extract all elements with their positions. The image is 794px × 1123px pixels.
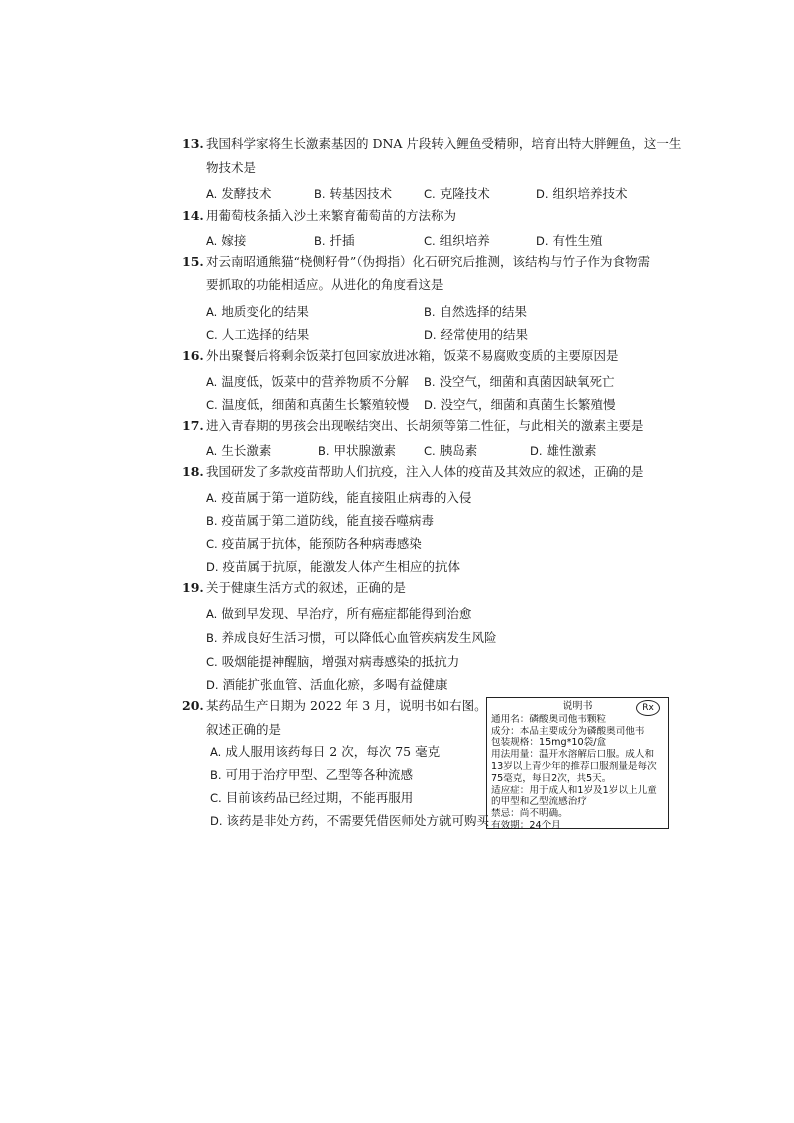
option-label: C. xyxy=(206,537,218,551)
option-b xyxy=(318,441,396,459)
option-text: 扦插 xyxy=(329,233,355,248)
option-label: A. xyxy=(206,491,218,505)
option-label: A. xyxy=(210,745,222,759)
instruction-line: 禁忌：尚不明确。 xyxy=(491,808,568,820)
option-text: 疫苗属于抗体，能预防各种病毒感染 xyxy=(221,536,422,551)
question-text-cont: 物技术是 xyxy=(206,160,257,175)
instruction-line: 通用名：磷酸奥司他韦颗粒 xyxy=(491,713,607,725)
option-text: 组织培养 xyxy=(439,233,490,248)
option-label: D. xyxy=(536,234,549,248)
option-text: 目前该药品已经过期，不能再服用 xyxy=(225,790,414,805)
option-text: 地质变化的结果 xyxy=(221,304,309,319)
instruction-line: 成分：本品主要成分为磷酸奥司他韦 xyxy=(491,725,645,737)
option-label: A. xyxy=(206,305,218,319)
question-text-cont: 叙述正确的是 xyxy=(206,722,282,737)
option-text: 生长激素 xyxy=(221,443,272,458)
option-text: 嫁接 xyxy=(221,233,247,248)
option-a xyxy=(206,604,471,622)
option-label: D. xyxy=(206,678,219,692)
option-text: 温度低，细菌和真菌生长繁殖较慢 xyxy=(221,397,410,412)
instruction-line: 13岁以上青少年的推荐口服剂量是每次 xyxy=(491,760,657,772)
question-text: 对云南昭通熊猫“桡侧籽骨”（伪拇指）化石研究后推测，该结构与竹子作为食物需 xyxy=(206,254,651,269)
question-text: 外出聚餐后将剩余饭菜打包回家放进冰箱，饭菜不易腐败变质的主要原因是 xyxy=(206,348,619,363)
option-text: 成人服用该药每日 2 次，每次 75 毫克 xyxy=(225,744,441,759)
option-c xyxy=(424,231,490,249)
question-number: 13. xyxy=(182,136,204,151)
option-label: D. xyxy=(206,560,219,574)
option-text: 没空气，细菌和真菌生长繁殖慢 xyxy=(440,397,616,412)
question-number: 19. xyxy=(182,580,204,595)
option-label: D. xyxy=(530,444,543,458)
option-b xyxy=(314,184,392,202)
option-label: D. xyxy=(424,328,437,342)
option-text: 发酵技术 xyxy=(221,186,272,201)
option-b xyxy=(314,231,355,249)
option-label: C. xyxy=(206,655,218,669)
medicine-instruction-box xyxy=(486,697,669,829)
question-text: 关于健康生活方式的叙述，正确的是 xyxy=(206,580,407,595)
option-text: 人工选择的结果 xyxy=(221,327,310,342)
option-text: 组织培养技术 xyxy=(552,186,628,201)
option-label: B. xyxy=(424,375,436,389)
option-text: 疫苗属于第二道防线，能直接吞噬病毒 xyxy=(221,513,435,528)
instruction-line: 包装规格：15mg*10袋/盒 xyxy=(491,737,607,749)
option-a xyxy=(210,742,440,760)
option-c xyxy=(206,325,309,343)
option-text: 经常使用的结果 xyxy=(440,327,529,342)
instruction-line: 有效期：24个月 xyxy=(491,819,561,831)
option-label: D. xyxy=(536,187,549,201)
option-d xyxy=(210,811,489,829)
instruction-title-row xyxy=(491,701,664,713)
option-label: A. xyxy=(206,444,218,458)
option-c xyxy=(210,788,413,806)
question-number: 17. xyxy=(182,418,204,433)
option-d xyxy=(530,441,597,459)
option-text: 转基因技术 xyxy=(329,186,393,201)
option-a xyxy=(206,184,271,202)
option-label: B. xyxy=(210,768,222,782)
option-d xyxy=(424,325,528,343)
option-label: B. xyxy=(206,514,218,528)
option-b xyxy=(424,302,527,320)
option-text: 疫苗属于抗原，能激发人体产生相应的抗体 xyxy=(222,559,461,574)
option-text: 吸烟能提神醒脑，增强对病毒感染的抵抗力 xyxy=(221,654,460,669)
option-b xyxy=(206,628,497,646)
question-text: 用葡萄枝条插入沙土来繁育葡萄苗的方法称为 xyxy=(206,208,457,223)
option-a xyxy=(206,488,471,506)
option-label: A. xyxy=(206,234,218,248)
question-number: 15. xyxy=(182,254,204,269)
option-text: 胰岛素 xyxy=(439,443,478,458)
option-d xyxy=(536,231,603,249)
option-text: 没空气，细菌和真菌因缺氧死亡 xyxy=(439,374,615,389)
option-text: 克隆技术 xyxy=(439,186,490,201)
option-text: 做到早发现、早治疗，所有癌症都能得到治愈 xyxy=(221,606,472,621)
option-c xyxy=(206,652,459,670)
option-d xyxy=(536,184,628,202)
option-c xyxy=(206,395,409,413)
instruction-line: 的甲型和乙型流感治疗 xyxy=(491,796,587,808)
option-b xyxy=(210,765,413,783)
option-label: B. xyxy=(314,187,326,201)
option-a xyxy=(206,441,271,459)
option-label: C. xyxy=(206,398,218,412)
option-label: A. xyxy=(206,375,218,389)
option-label: C. xyxy=(206,328,218,342)
prescription-rx-badge: Rx xyxy=(636,700,660,716)
question-number: 18. xyxy=(182,464,204,479)
option-text: 养成良好生活习惯，可以降低心血管疾病发生风险 xyxy=(221,630,497,645)
option-a xyxy=(206,372,409,390)
option-text: 甲状腺激素 xyxy=(333,443,397,458)
option-label: D. xyxy=(210,814,223,828)
option-c xyxy=(424,184,490,202)
question-text-cont: 要抓取的功能相适应。从进化的角度看这是 xyxy=(206,277,444,292)
question-number: 16. xyxy=(182,348,204,363)
option-label: A. xyxy=(206,187,218,201)
instruction-title: 说明书 xyxy=(562,701,593,712)
option-text: 有性生殖 xyxy=(552,233,603,248)
option-a xyxy=(206,302,309,320)
option-label: C. xyxy=(424,187,436,201)
option-label: C. xyxy=(424,444,436,458)
option-text: 可用于治疗甲型、乙型等各种流感 xyxy=(225,767,414,782)
question-text: 某药品生产日期为 2022 年 3 月，说明书如右图。 xyxy=(206,698,487,713)
option-b xyxy=(206,511,434,529)
option-label: D. xyxy=(424,398,437,412)
instruction-line: 75毫克，每日2次，共5天。 xyxy=(491,772,612,784)
option-c xyxy=(206,534,422,552)
instruction-line: 适应症：用于成人和1岁及1岁以上儿童 xyxy=(491,784,657,796)
option-text: 疫苗属于第一道防线，能直接阻止病毒的入侵 xyxy=(221,490,472,505)
option-b xyxy=(424,372,615,390)
question-number: 20. xyxy=(182,698,204,713)
option-d xyxy=(206,675,448,693)
option-label: B. xyxy=(424,305,436,319)
question-text: 我国科学家将生长激素基因的 DNA 片段转入鲤鱼受精卵，培育出特大胖鲤鱼，这一生 xyxy=(206,136,682,151)
option-label: C. xyxy=(424,234,436,248)
option-label: B. xyxy=(314,234,326,248)
option-label: B. xyxy=(318,444,330,458)
option-text: 酒能扩张血管、活血化瘀，多喝有益健康 xyxy=(222,677,448,692)
option-d xyxy=(206,557,460,575)
option-text: 温度低，饭菜中的营养物质不分解 xyxy=(221,374,409,389)
question-text: 进入青春期的男孩会出现喉结突出、长胡须等第二性征，与此相关的激素主要是 xyxy=(206,418,644,433)
question-text: 我国研发了多款疫苗帮助人们抗疫，注入人体的疫苗及其效应的叙述，正确的是 xyxy=(206,464,644,479)
option-label: B. xyxy=(206,631,218,645)
question-number: 14. xyxy=(182,208,204,223)
option-text: 该药是非处方药，不需要凭借医师处方就可购买 xyxy=(226,813,490,828)
option-a xyxy=(206,231,246,249)
option-c xyxy=(424,441,477,459)
option-label: C. xyxy=(210,791,222,805)
option-text: 雄性激素 xyxy=(546,443,597,458)
option-d xyxy=(424,395,616,413)
option-label: A. xyxy=(206,607,218,621)
instruction-line: 用法用量：温开水溶解后口服。成人和 xyxy=(491,749,655,761)
option-text: 自然选择的结果 xyxy=(439,304,528,319)
